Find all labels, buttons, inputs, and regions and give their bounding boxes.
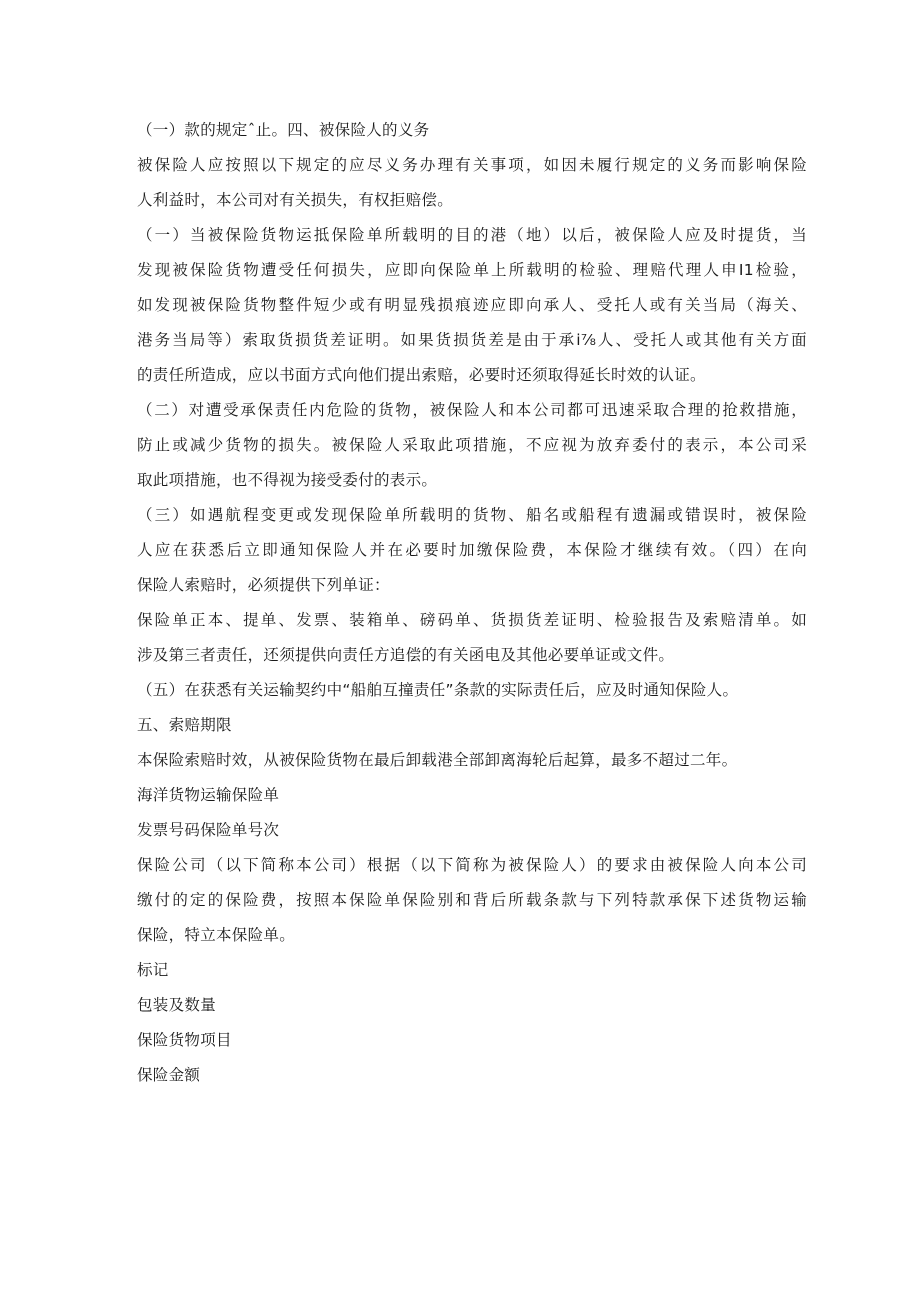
document-title: 海洋货物运输保险单 — [137, 786, 280, 804]
text-line: 的责任所造成，应以书面方式向他们提出索赔，必要时还须取得延长时效的认证。 — [137, 366, 706, 384]
text-line: （三）如遇航程变更或发现保险单所载明的货物、船名或船程有遗漏或错误时，被保险 — [137, 506, 807, 524]
text-line: 港务当局等）索取货损货差证明。如果货损货差是由于承i⅞人、受托人或其他有关方面 — [137, 331, 807, 349]
text-line: 取此项措施，也不得视为接受委付的表示。 — [137, 471, 438, 489]
field-label: 标记 — [137, 961, 169, 979]
text-line: 保险单正本、提单、发票、装箱单、磅码单、货损货差证明、检验报告及索赔清单。如 — [137, 611, 807, 629]
text-line: （一）当被保险货物运抵保险单所载明的目的港（地）以后，被保险人应及时提货，当 — [137, 226, 807, 244]
document-body — [137, 113, 807, 1093]
field-label: 包装及数量 — [137, 996, 217, 1014]
text-line: 如发现被保险货物整件短少或有明显残损痕迹应即向承人、受托人或有关当局（海关、 — [137, 296, 807, 314]
text-line: （二）对遭受承保责任内危险的货物，被保险人和本公司都可迅速采取合理的抢救措施， — [137, 401, 807, 419]
text-line: 发票号码保险单号次 — [137, 821, 280, 839]
text-line: （五）在获悉有关运输契约中“船舶互撞责任”条款的实际责任后，应及时通知保险人。 — [137, 681, 739, 699]
text-line: 防止或减少货物的损失。被保险人采取此项措施，不应视为放弃委付的表示，本公司采 — [137, 436, 807, 454]
field-label: 保险货物项目 — [137, 1031, 232, 1049]
text-line: 保险人索赔时，必须提供下列单证： — [137, 576, 390, 594]
text-line: （一）款的规定ˆ止。四、被保险人的义务 — [137, 121, 430, 139]
text-line: 人利益时，本公司对有关损失，有权拒赔偿。 — [137, 191, 454, 209]
text-line: 缴付的定的保险费，按照本保险单保险别和背后所载条款与下列特款承保下述货物运输 — [137, 891, 807, 909]
text-line: 保险公司（以下简称本公司）根据（以下简称为被保险人）的要求由被保险人向本公司 — [137, 856, 807, 874]
text-line: 涉及第三者责任，还须提供向责任方追偿的有关函电及其他必要单证或文件。 — [137, 646, 675, 664]
text-line: 被保险人应按照以下规定的应尽义务办理有关事项，如因未履行规定的义务而影响保险 — [137, 156, 807, 174]
field-label: 保险金额 — [137, 1066, 201, 1084]
text-line: 发现被保险货物遭受任何损失，应即向保险单上所载明的检验、理赔代理人申I1检验， — [137, 261, 807, 279]
section-heading: 五、索赔期限 — [137, 716, 232, 734]
text-line: 本保险索赔时效，从被保险货物在最后卸载港全部卸离海轮后起算，最多不超过二年。 — [137, 751, 738, 769]
text-line: 保险，特立本保险单。 — [137, 926, 296, 944]
text-line: 人应在获悉后立即通知保险人并在必要时加缴保险费，本保险才继续有效。（四）在向 — [137, 541, 807, 559]
